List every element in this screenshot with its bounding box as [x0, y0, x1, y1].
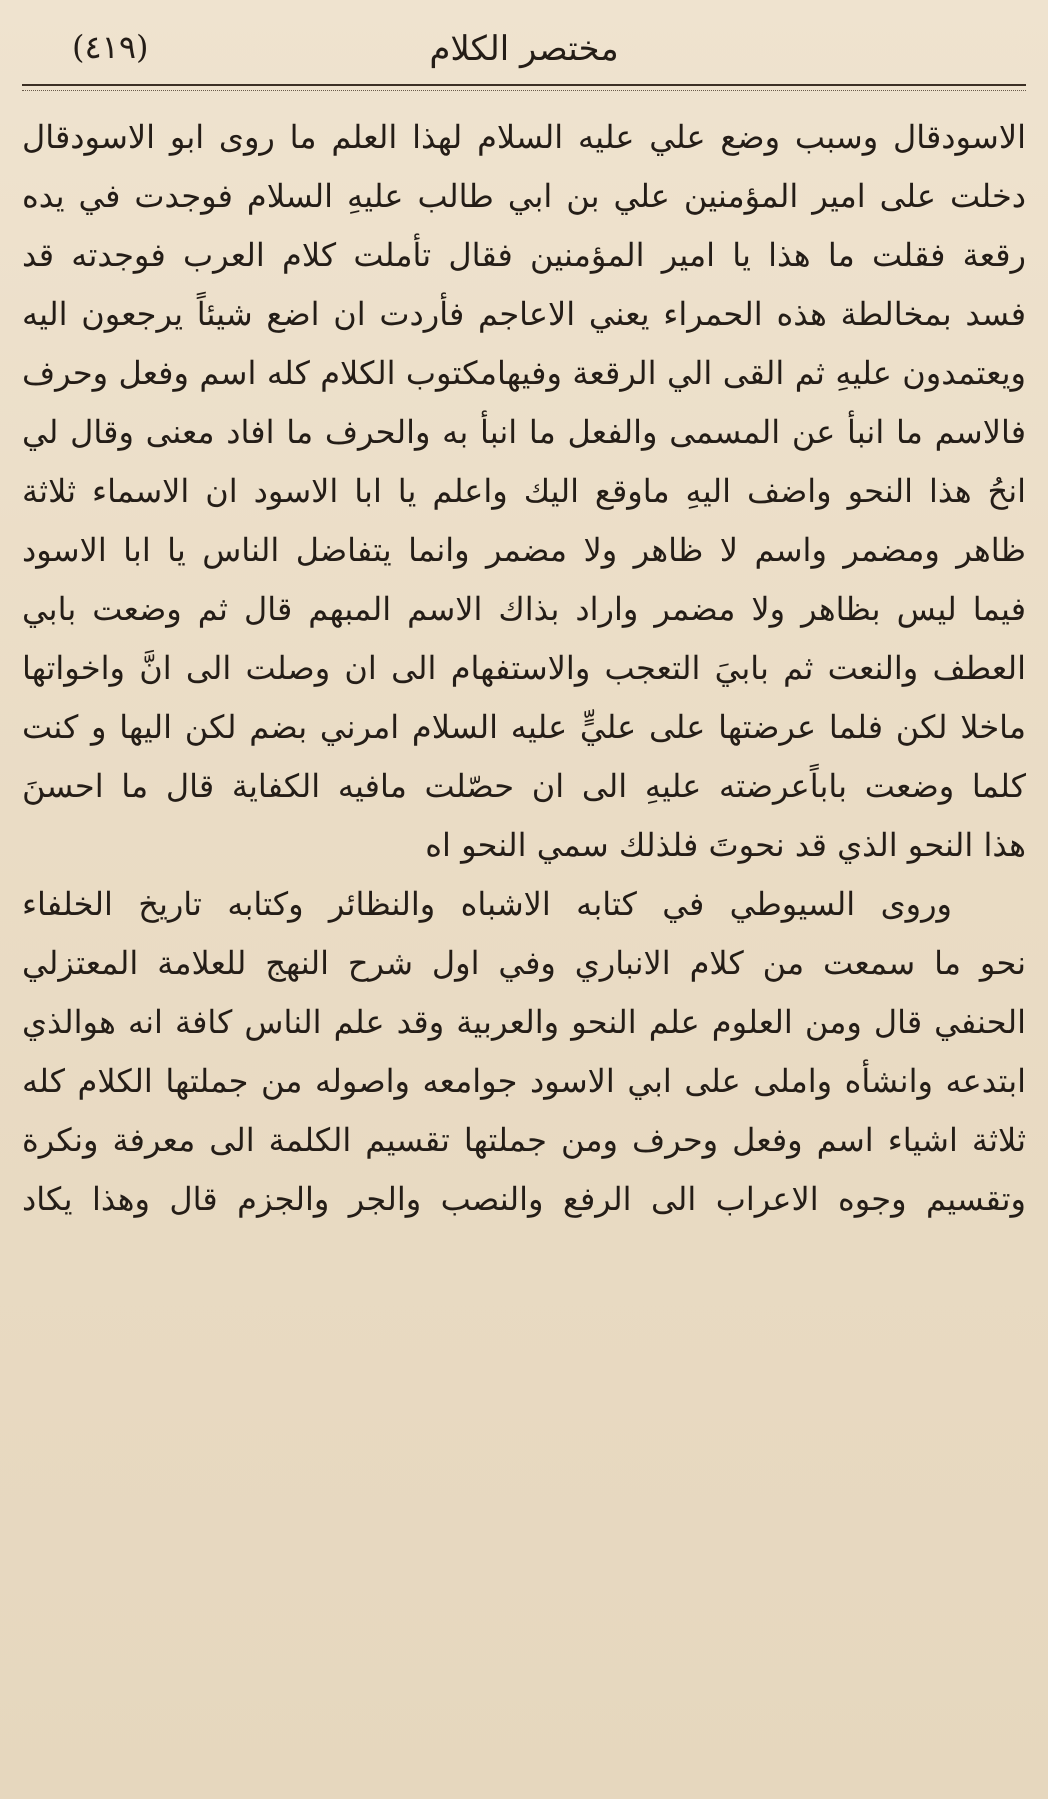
text-line: الحنفي قال ومن العلوم علم النحو والعربية وقد علم الناس كافة انه هوالذي — [22, 1003, 1026, 1041]
text-line: ثلاثة اشياء اسم وفعل وحرف ومن جملتها تقسيم الكلمة الى معرفة ونكرة — [22, 1121, 1026, 1159]
header-rule — [22, 84, 1026, 86]
text-line: كلما وضعت باباًعرضته عليهِ الى ان حصّلت مافيه الكفاية قال ما احسنَ — [22, 767, 1026, 805]
text-line: انحُ هذا النحو واضف اليهِ ماوقع اليك واعلم يا ابا الاسود ان الاسماء ثلاثة — [22, 472, 1026, 510]
text-line: ظاهر ومضمر واسم لا ظاهر ولا مضمر وانما يتفاضل الناس يا ابا الاسود — [22, 531, 1026, 569]
text-line: العطف والنعت ثم بابيَ التعجب والاستفهام الى ان وصلت الى انَّ واخواتها — [22, 649, 1026, 687]
running-header — [60, 18, 988, 80]
text-line: الاسودقال وسبب وضع علي عليه السلام لهذا العلم ما روى ابو الاسودقال — [22, 118, 1026, 156]
text-line: فالاسم ما انبأ عن المسمى والفعل ما انبأ به والحرف ما افاد معنى وقال لي — [22, 413, 1026, 451]
page-number: (٤١٩) — [72, 28, 149, 66]
page-title: مختصر الكلام — [429, 29, 619, 69]
text-line: ماخلا لكن فلما عرضتها على عليٍّ عليه السلام امرني بضم لكن اليها و كنت — [22, 708, 1026, 746]
text-line: ويعتمدون عليهِ ثم القى الي الرقعة وفيهامكتوب الكلام كله اسم وفعل وحرف — [22, 354, 1026, 392]
text-line-paragraph-start: وروى السيوطي في كتابه الاشباه والنظائر وكتابه تاريخ الخلفاء — [22, 885, 952, 923]
text-body — [22, 108, 1026, 1229]
text-line: فسد بمخالطة هذه الحمراء يعني الاعاجم فأردت ان اضع شيئاً يرجعون اليه — [22, 295, 1026, 333]
text-line: نحو ما سمعت من كلام الانباري وفي اول شرح النهج للعلامة المعتزلي — [22, 944, 1026, 982]
text-line-paragraph-end: هذا النحو الذي قد نحوتَ فلذلك سمي النحو اه — [425, 826, 1026, 864]
text-line: فيما ليس بظاهر ولا مضمر واراد بذاك الاسم المبهم قال ثم وضعت بابي — [22, 590, 1026, 628]
text-line: وتقسيم وجوه الاعراب الى الرفع والنصب والجر والجزم قال وهذا يكاد — [22, 1180, 1026, 1218]
text-line: ابتدعه وانشأه واملى على ابي الاسود جوامعه واصوله من جملتها الكلام كله — [22, 1062, 1026, 1100]
header-dotted-rule — [22, 90, 1026, 91]
text-line: رقعة فقلت ما هذا يا امير المؤمنين فقال تأملت كلام العرب فوجدته قد — [22, 236, 1026, 274]
text-line: دخلت على امير المؤمنين علي بن ابي طالب عليهِ السلام فوجدت في يده — [22, 177, 1026, 215]
